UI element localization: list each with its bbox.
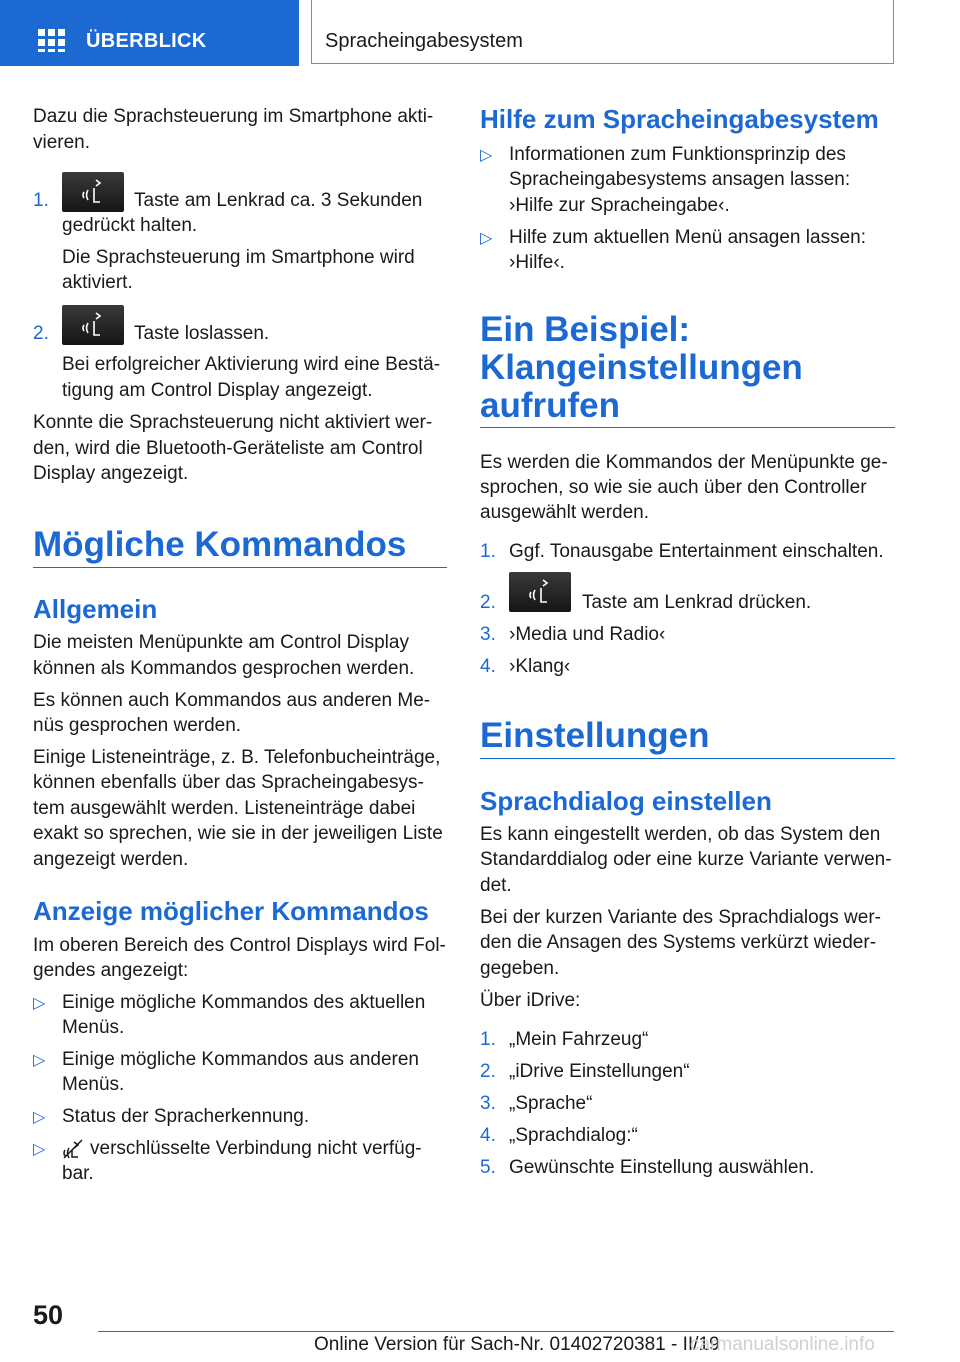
footer-version-text: Online Version für Sach-Nr. 01402720381 - II/19 bbox=[314, 1334, 720, 1355]
paragraph-line: Einige Listeneinträge, z. B. Telefonbucheinträge, bbox=[33, 747, 441, 768]
step-number: 2. bbox=[33, 323, 49, 344]
footer-rule bbox=[98, 1331, 894, 1332]
step-text: Taste am Lenkrad drücken. bbox=[582, 592, 812, 613]
no-encryption-icon bbox=[62, 1138, 84, 1160]
subsection-heading: Hilfe zum Spracheingabesystem bbox=[480, 104, 879, 134]
page-number: 50 bbox=[33, 1300, 64, 1330]
step-text: „Mein Fahrzeug“ bbox=[509, 1029, 649, 1050]
paragraph-line: Die meisten Menüpunkte am Control Display bbox=[33, 632, 409, 653]
paragraph-line: tem ausgewählt werden. Listeneinträge dabei bbox=[33, 798, 416, 819]
subsection-heading: Allgemein bbox=[33, 594, 158, 624]
section-rule bbox=[480, 758, 895, 759]
step-number: 3. bbox=[480, 624, 496, 645]
paragraph-line: Bei der kurzen Variante des Sprachdialogs wer- bbox=[480, 907, 881, 928]
voice-button-icon bbox=[509, 572, 571, 612]
step-text: „iDrive Einstellungen“ bbox=[509, 1061, 690, 1082]
subsection-heading: Anzeige möglicher Kommandos bbox=[33, 896, 429, 926]
step-text: gedrückt halten. bbox=[62, 215, 198, 236]
paragraph-line: gegeben. bbox=[480, 958, 560, 979]
note-line: Display angezeigt. bbox=[33, 463, 189, 484]
bullet-icon: ▷ bbox=[33, 1141, 46, 1158]
note-line: Konnte die Sprachsteuerung nicht aktiviert wer- bbox=[33, 412, 433, 433]
paragraph-line: Es können auch Kommandos aus anderen Me- bbox=[33, 690, 431, 711]
section-heading: Klangeinstellungen bbox=[480, 348, 803, 387]
bullet-text: Hilfe zum aktuellen Menü ansagen lassen: bbox=[509, 227, 866, 248]
step-number: 4. bbox=[480, 1125, 496, 1146]
voice-button-icon bbox=[62, 172, 124, 212]
section-heading: Ein Beispiel: bbox=[480, 310, 691, 349]
step-text: Taste am Lenkrad ca. 3 Sekunden bbox=[134, 190, 423, 211]
paragraph-line: können als Kommandos gesprochen werden. bbox=[33, 658, 415, 679]
paragraph-line: ausgewählt werden. bbox=[480, 502, 649, 523]
subsection-heading: Sprachdialog einstellen bbox=[480, 786, 772, 816]
watermark: carmanualsonline.info bbox=[690, 1334, 875, 1355]
step-text: „Sprachdialog:“ bbox=[509, 1125, 638, 1146]
step-number: 2. bbox=[480, 592, 496, 613]
paragraph-line: den die Ansagen des Systems verkürzt wieder- bbox=[480, 932, 877, 953]
step-number: 5. bbox=[480, 1157, 496, 1178]
paragraph-line: angezeigt werden. bbox=[33, 849, 189, 870]
bullet-text: bar. bbox=[62, 1163, 94, 1184]
step-text: ›Klang‹ bbox=[509, 656, 571, 677]
page-title: Spracheingabesystem bbox=[325, 30, 523, 52]
section-heading: Mögliche Kommandos bbox=[33, 525, 407, 564]
section-rule bbox=[33, 567, 447, 568]
paragraph-line: gendes angezeigt: bbox=[33, 960, 189, 981]
step-number: 4. bbox=[480, 656, 496, 677]
bullet-text: Einige mögliche Kommandos aus anderen bbox=[62, 1049, 419, 1070]
intro-line-2: vieren. bbox=[33, 132, 91, 153]
bullet-text: Menüs. bbox=[62, 1017, 125, 1038]
bullet-text: Menüs. bbox=[62, 1074, 125, 1095]
bullet-icon: ▷ bbox=[33, 995, 46, 1012]
paragraph-line: Über iDrive: bbox=[480, 990, 581, 1011]
note-line: den, wird die Bluetooth-Geräteliste am Control bbox=[33, 438, 423, 459]
grid-icon bbox=[38, 29, 66, 53]
header-tab-label: ÜBERBLICK bbox=[86, 30, 207, 52]
section-heading: Einstellungen bbox=[480, 716, 710, 755]
section-rule bbox=[480, 427, 895, 428]
step-text: Taste loslassen. bbox=[134, 323, 270, 344]
header-tab-overview[interactable] bbox=[0, 0, 299, 66]
section-heading: aufrufen bbox=[480, 386, 620, 425]
paragraph-line: nüs gesprochen werden. bbox=[33, 715, 242, 736]
paragraph-line: Es werden die Kommandos der Menüpunkte ge- bbox=[480, 452, 888, 473]
step-text: Ggf. Tonausgabe Entertainment einschalten. bbox=[509, 541, 884, 562]
paragraph-line: können ebenfalls über das Spracheingabesys- bbox=[33, 772, 424, 793]
bullet-icon: ▷ bbox=[33, 1109, 46, 1126]
step-text: Gewünschte Einstellung auswählen. bbox=[509, 1157, 815, 1178]
intro-line-1: Dazu die Sprachsteuerung im Smartphone akti- bbox=[33, 106, 434, 127]
bullet-text: Status der Spracherkennung. bbox=[62, 1106, 310, 1127]
step-number: 3. bbox=[480, 1093, 496, 1114]
bullet-text: ›Hilfe‹. bbox=[509, 252, 565, 273]
step-text: ›Media und Radio‹ bbox=[509, 624, 666, 645]
step-number: 1. bbox=[480, 541, 496, 562]
voice-button-icon bbox=[62, 305, 124, 345]
paragraph-line: exakt so sprechen, wie sie in der jeweiligen Liste bbox=[33, 823, 443, 844]
bullet-text: Informationen zum Funktionsprinzip des bbox=[509, 144, 846, 165]
step-text: „Sprache“ bbox=[509, 1093, 593, 1114]
bullet-text: verschlüsselte Verbindung nicht verfüg- bbox=[90, 1138, 422, 1159]
bullet-text: Einige mögliche Kommandos des aktuellen bbox=[62, 992, 426, 1013]
paragraph-line: det. bbox=[480, 875, 512, 896]
step-number: 2. bbox=[480, 1061, 496, 1082]
paragraph-line: Standarddialog oder eine kurze Variante verwen- bbox=[480, 849, 892, 870]
bullet-text: Spracheingabesystems ansagen lassen: bbox=[509, 169, 851, 190]
bullet-text: ›Hilfe zur Spracheingabe‹. bbox=[509, 195, 730, 216]
step-result: Die Sprachsteuerung im Smartphone wird bbox=[62, 247, 415, 268]
step-number: 1. bbox=[33, 190, 49, 211]
bullet-icon: ▷ bbox=[480, 230, 493, 247]
paragraph-line: Es kann eingestellt werden, ob das System den bbox=[480, 824, 881, 845]
bullet-icon: ▷ bbox=[480, 147, 493, 164]
bullet-icon: ▷ bbox=[33, 1052, 46, 1069]
step-result: Bei erfolgreicher Aktivierung wird eine Bestä- bbox=[62, 354, 441, 375]
paragraph-line: sprochen, so wie sie auch über den Controller bbox=[480, 477, 867, 498]
step-result: aktiviert. bbox=[62, 272, 133, 293]
paragraph-line: Im oberen Bereich des Control Displays wird Fol- bbox=[33, 935, 446, 956]
step-number: 1. bbox=[480, 1029, 496, 1050]
step-result: tigung am Control Display angezeigt. bbox=[62, 380, 373, 401]
